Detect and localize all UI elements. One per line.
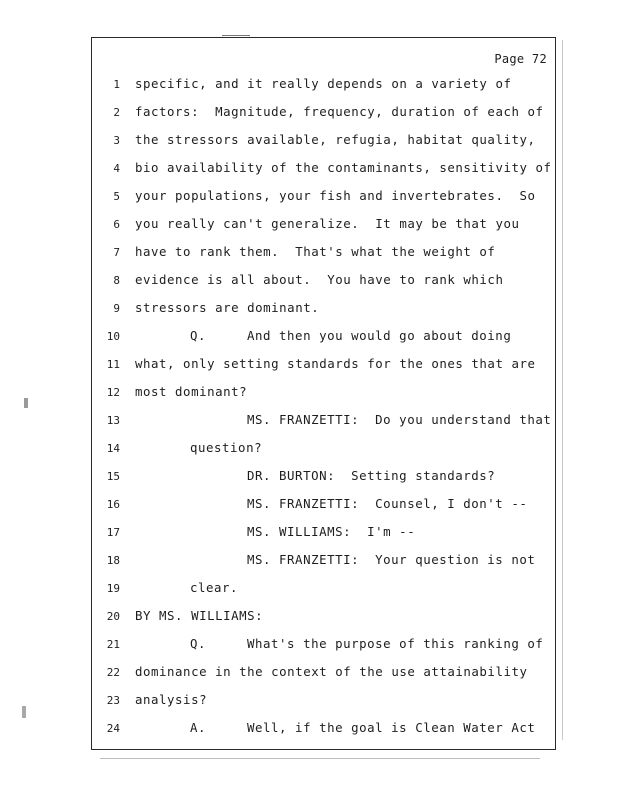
transcript-line: [92, 692, 555, 712]
line-text: And then you would go about doing: [247, 328, 512, 343]
speaker-label: A.: [190, 720, 207, 735]
line-number: 8: [113, 274, 120, 287]
transcript-line: [92, 328, 555, 348]
line-number: 10: [106, 330, 120, 343]
line-text: MS. FRANZETTI: Your question is not: [247, 552, 536, 567]
line-text: evidence is all about. You have to rank which: [135, 272, 504, 287]
transcript-line: [92, 104, 555, 124]
line-number: 5: [113, 190, 120, 203]
line-text: the stressors available, refugia, habitat quality,: [135, 132, 536, 147]
line-text: Well, if the goal is Clean Water Act: [247, 720, 536, 735]
speaker-label: Q.: [190, 328, 207, 343]
transcript-line: [92, 244, 555, 264]
transcript-line: [92, 580, 555, 600]
page-number: Page 72: [494, 52, 547, 66]
line-number: 21: [106, 638, 120, 651]
line-number: 14: [106, 442, 120, 455]
transcript-line: [92, 76, 555, 96]
line-number: 19: [106, 582, 120, 595]
line-number: 20: [106, 610, 120, 623]
transcript-line: [92, 524, 555, 544]
line-number: 9: [113, 302, 120, 315]
line-number: 13: [106, 414, 120, 427]
line-number: 4: [113, 162, 120, 175]
line-number: 17: [106, 526, 120, 539]
transcript-line: [92, 384, 555, 404]
transcript-line: [92, 720, 555, 740]
line-text: bio availability of the contaminants, sensitivity of: [135, 160, 552, 175]
speaker-label: Q.: [190, 636, 207, 651]
line-text: DR. BURTON: Setting standards?: [247, 468, 496, 483]
transcript-line: [92, 216, 555, 236]
line-number: 11: [106, 358, 120, 371]
line-text: MS. WILLIAMS: I'm --: [247, 524, 416, 539]
line-text: question?: [190, 440, 263, 455]
line-text: have to rank them. That's what the weight of: [135, 244, 496, 259]
scan-mark: [222, 35, 250, 36]
transcript-line: [92, 552, 555, 572]
scan-mark: [562, 40, 563, 740]
line-text: clear.: [190, 580, 239, 595]
line-text: specific, and it really depends on a variety of: [135, 76, 512, 91]
transcript-line: [92, 160, 555, 180]
line-number: 22: [106, 666, 120, 679]
scan-mark: [22, 706, 26, 718]
line-number: 16: [106, 498, 120, 511]
transcript-line: [92, 608, 555, 628]
line-number: 23: [106, 694, 120, 707]
transcript-line: [92, 188, 555, 208]
line-number: 1: [113, 78, 120, 91]
line-number: 15: [106, 470, 120, 483]
line-number: 3: [113, 134, 120, 147]
line-text: analysis?: [135, 692, 208, 707]
line-text: you really can't generalize. It may be that you: [135, 216, 520, 231]
transcript-line: [92, 412, 555, 432]
scan-mark: [24, 398, 28, 408]
line-number: 12: [106, 386, 120, 399]
transcript-line: [92, 440, 555, 460]
line-text: What's the purpose of this ranking of: [247, 636, 544, 651]
line-text: dominance in the context of the use attainability: [135, 664, 528, 679]
line-number: 24: [106, 722, 120, 735]
transcript-line: [92, 496, 555, 516]
transcript-line: [92, 664, 555, 684]
line-number: 6: [113, 218, 120, 231]
scan-mark: [100, 758, 540, 759]
transcript-line: [92, 300, 555, 320]
line-text: most dominant?: [135, 384, 248, 399]
transcript-line: [92, 132, 555, 152]
line-text: your populations, your fish and invertebrates. So: [135, 188, 536, 203]
line-text: stressors are dominant.: [135, 300, 320, 315]
transcript-line: [92, 356, 555, 376]
line-text: BY MS. WILLIAMS:: [135, 608, 264, 623]
line-text: MS. FRANZETTI: Do you understand that: [247, 412, 552, 427]
transcript-page: [91, 37, 556, 750]
line-number: 18: [106, 554, 120, 567]
line-text: factors: Magnitude, frequency, duration of each of: [135, 104, 544, 119]
transcript-line: [92, 272, 555, 292]
line-text: what, only setting standards for the ones that are: [135, 356, 536, 371]
line-text: MS. FRANZETTI: Counsel, I don't --: [247, 496, 528, 511]
line-number: 2: [113, 106, 120, 119]
transcript-line: [92, 636, 555, 656]
line-number: 7: [113, 246, 120, 259]
transcript-line: [92, 468, 555, 488]
